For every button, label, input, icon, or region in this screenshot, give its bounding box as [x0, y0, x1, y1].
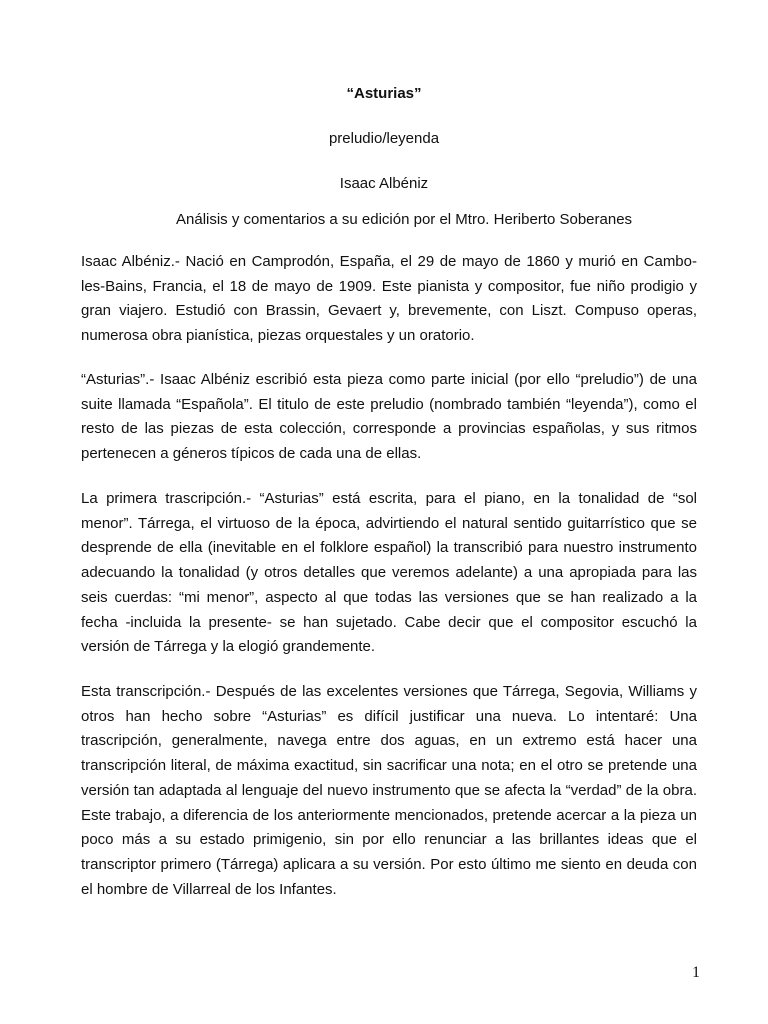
- paragraph-biography: Isaac Albéniz.- Nació en Camprodón, España, el 29 de mayo de 1860 y murió en Cambo-les-Bains, Francia, el 18 de mayo de 1909. Este pianista y compositor, fue niño prodigio y gran viajero. Estudió con Brassin, Gevaert y, brevemente, con Liszt. Compuso operas, numerosa obra pianística, piezas orquestales y un oratorio.: [81, 253, 697, 345]
- analysis-credit-line: Análisis y comentarios a su edición por el Mtro. Heriberto Soberanes: [176, 211, 633, 228]
- paragraph-this-transcription: Esta transcripción.- Después de las excelentes versiones que Tárrega, Segovia, Williams y otros han hecho sobre “Asturias” es difícil justificar una nueva. Lo intentaré: Una trascripción, generalmente, navega entre dos aguas, en un extremo está hacer una transcripción literal, de máxima exactitud, sin sacrificar una nota; en el otro se pretende una versión tan adaptada al lenguaje del nuevo instrumento que se afecta la “verdad” de la obra. Este trabajo, a diferencia de los anteriormente mencionados, pretende acercar a la pieza un poco más a su estado primigenio, sin por ello renunciar a las brillantes ideas que el transcriptor primero (Tárrega) aplicara a su versión. Por esto último me siento en deuda con el hombre de Villarreal de los Infantes.: [81, 683, 697, 898]
- document-subtitle: preludio/leyenda: [328, 130, 440, 147]
- composer-name: Isaac Albéniz: [339, 175, 429, 192]
- paragraph-asturias: “Asturias”.- Isaac Albéniz escribió esta pieza como parte inicial (por ello “preludio”) de una suite llamada “Española”. El titulo de este preludio (nombrado también “leyenda”), como el resto de las piezas de esta colección, corresponde a provincias españolas, y sus ritmos pertenecen a géneros típicos de cada una de ellas.: [81, 371, 697, 463]
- page-number: 1: [692, 964, 700, 981]
- document-title: “Asturias”: [346, 85, 422, 102]
- paragraph-first-transcription: La primera trascripción.- “Asturias” está escrita, para el piano, en la tonalidad de “sol menor”. Tárrega, el virtuoso de la época, advirtiendo el natural sentido guitarrístico que se desprende de ella (inevitable en el folklore español) la transcribió para nuestro instrumento adecuando la tonalidad (y otros detalles que veremos adelante) a una apropiada para las seis cuerdas: “mi menor”, aspecto al que todas las versiones que se han realizado a la fecha -incluida la presente- se han sujetado. Cabe decir que el compositor escuchó la versión de Tárrega y la elogió grandemente.: [81, 490, 697, 656]
